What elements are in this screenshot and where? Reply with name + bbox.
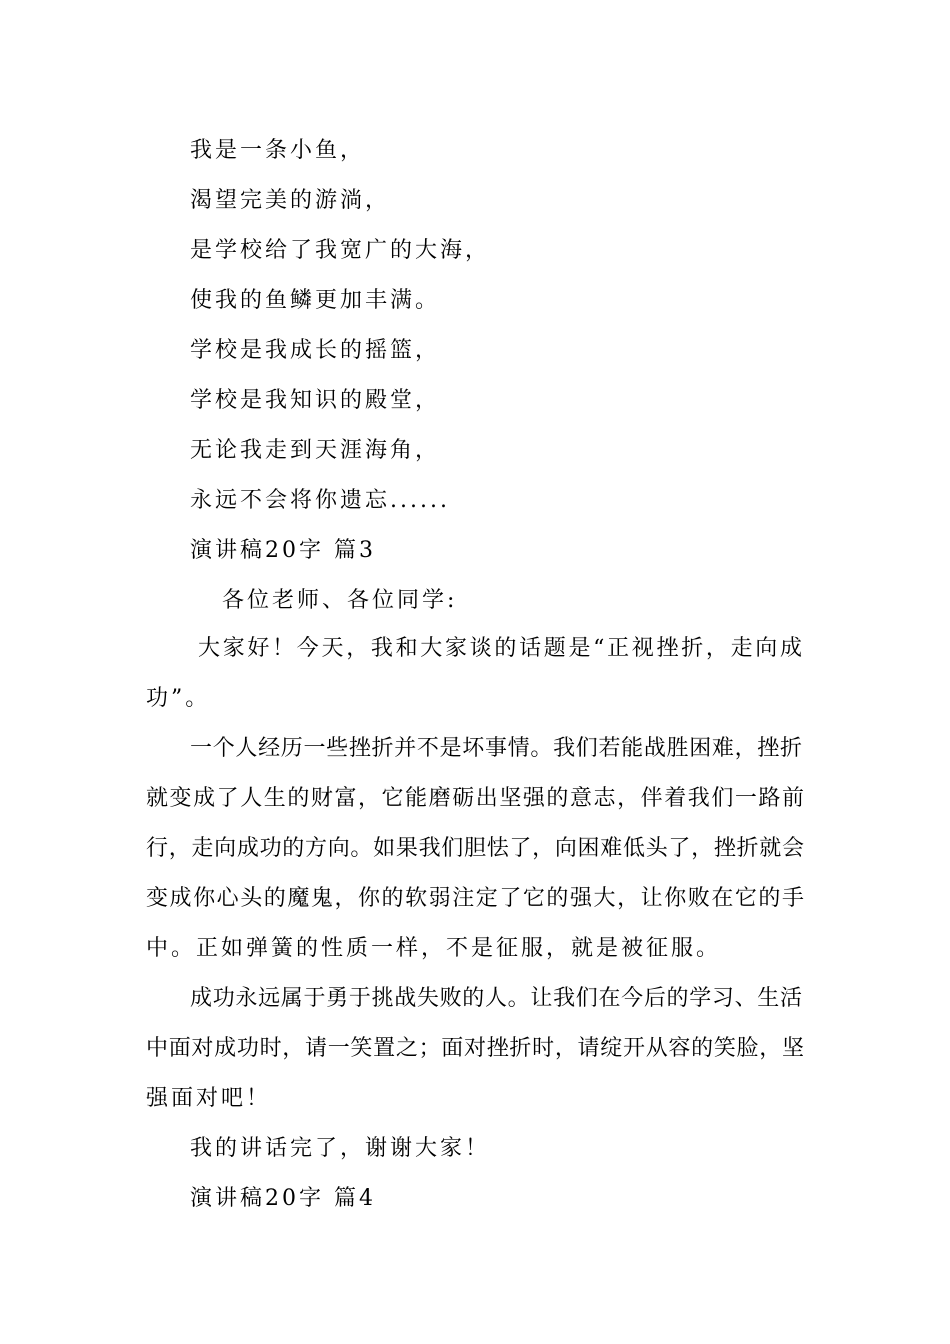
paragraph-line: 行，走向成功的方向。如果我们胆怯了，向困难低头了，挫折就会 xyxy=(146,836,804,861)
section-heading: 演讲稿20字 篇3 xyxy=(190,538,376,563)
paragraph-line: 中。正如弹簧的性质一样，不是征服，就是被征服。 xyxy=(146,936,722,961)
poem-line: 永远不会将你遗忘...... xyxy=(190,488,450,513)
section-heading: 演讲稿20字 篇4 xyxy=(190,1186,376,1211)
paragraph-line: 变成你心头的魔鬼，你的软弱注定了它的强大，让你败在它的手 xyxy=(146,886,804,911)
paragraph-line: 中面对成功时，请一笑置之；面对挫折时，请绽开从容的笑脸，坚 xyxy=(146,1036,804,1061)
paragraph-line: 就变成了人生的财富，它能磨砺出坚强的意志，伴着我们一路前 xyxy=(146,786,804,811)
paragraph-line: 一个人经历一些挫折并不是坏事情。我们若能战胜困难，挫折 xyxy=(190,736,802,761)
intro-line: 功”。 xyxy=(146,686,211,711)
poem-line: 使我的鱼鳞更加丰满。 xyxy=(190,288,441,313)
poem-line: 学校是我知识的殿堂， xyxy=(190,388,441,413)
poem-line: 是学校给了我宽广的大海， xyxy=(190,238,491,263)
closing-line: 我的讲话完了，谢谢大家！ xyxy=(190,1136,491,1161)
paragraph-line: 成功永远属于勇于挑战失败的人。让我们在今后的学习、生活 xyxy=(190,986,802,1011)
poem-line: 我是一条小鱼， xyxy=(190,138,366,163)
intro-line: 大家好！今天，我和大家谈的话题是“正视挫折，走向成 xyxy=(198,636,802,661)
greeting-line: 各位老师、各位同学: xyxy=(222,588,458,613)
poem-line: 渴望完美的游淌， xyxy=(190,188,391,213)
paragraph-line: 强面对吧！ xyxy=(146,1086,272,1111)
poem-line: 学校是我成长的摇篮， xyxy=(190,338,441,363)
poem-line: 无论我走到天涯海角， xyxy=(190,438,441,463)
